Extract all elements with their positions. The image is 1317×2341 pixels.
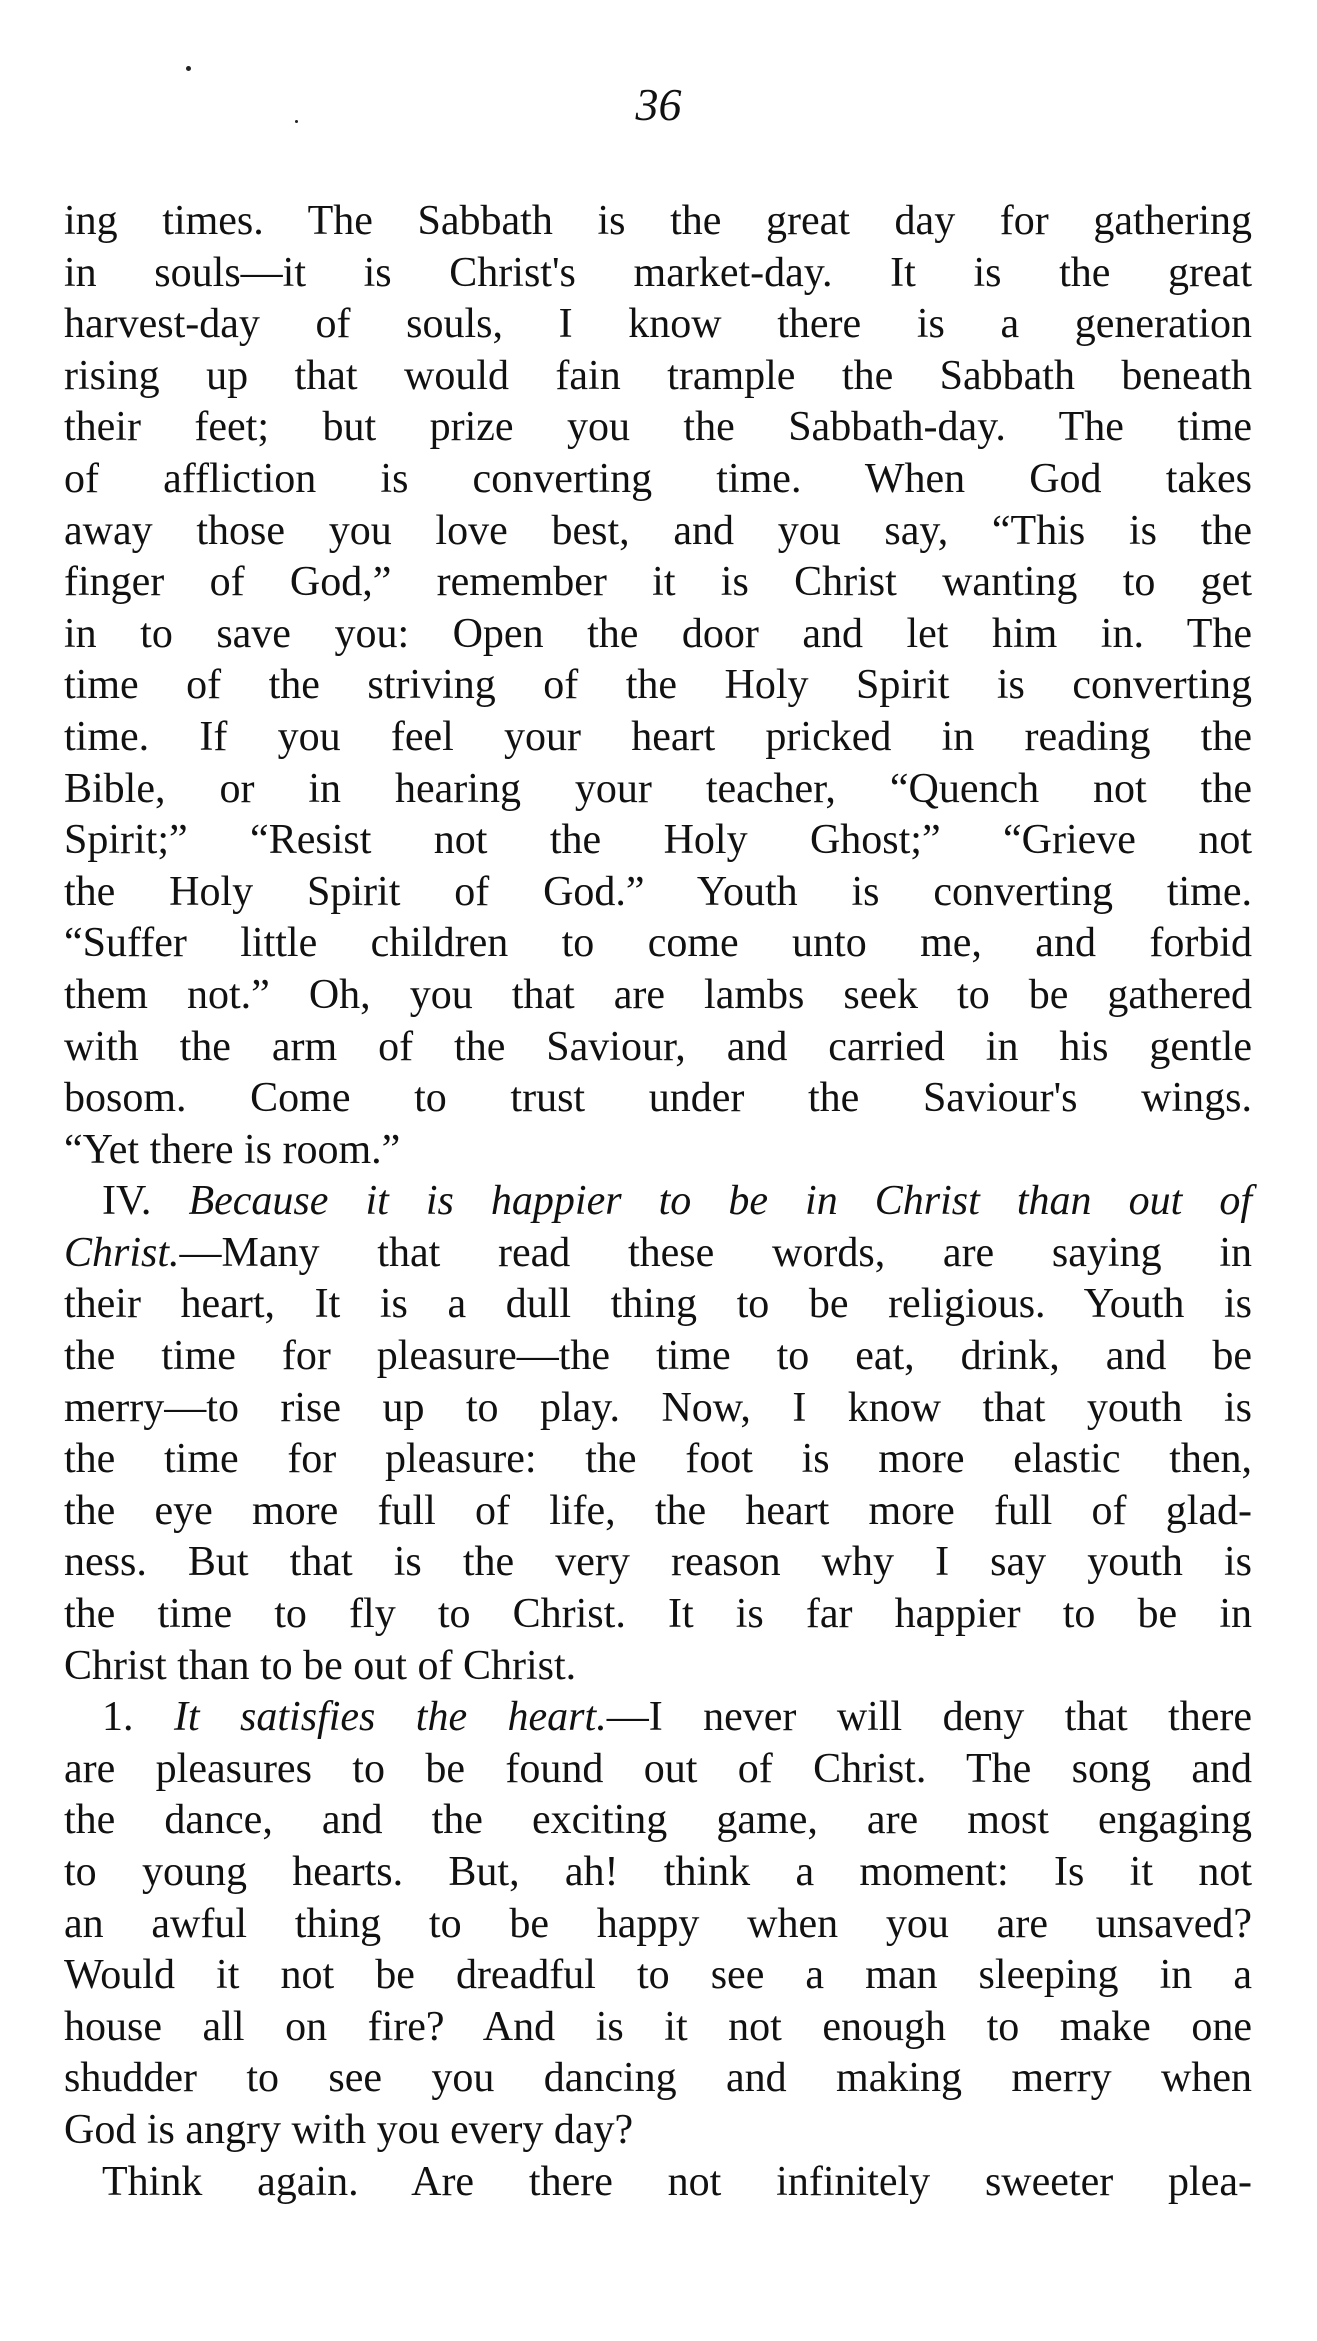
text-run: 1.	[102, 1694, 174, 1741]
italic-heading-run: Because it is happier to be in Christ than out of	[188, 1178, 1252, 1225]
text-line: the eye more full of life, the heart more full of glad-	[64, 1487, 1252, 1534]
text-line: time. If you feel your heart pricked in reading the	[64, 713, 1252, 760]
text-line: them not.” Oh, you that are lambs seek to be gathered	[64, 971, 1252, 1018]
text-line: their feet; but prize you the Sabbath-day. The time	[64, 404, 1252, 451]
text-run: —Many that read these words, are saying in	[179, 1229, 1252, 1276]
text-line: finger of God,” remember it is Christ wanting to get	[64, 559, 1252, 606]
text-line: God is angry with you every day?	[64, 2106, 634, 2153]
text-line: “Yet there is room.”	[64, 1126, 401, 1173]
text-line: Think again. Are there not infinitely sweeter plea-	[102, 2158, 1252, 2205]
text-line: in souls—it is Christ's market-day. It is the great	[64, 249, 1252, 296]
text-line: with the arm of the Saviour, and carried in his gentle	[64, 1023, 1252, 1070]
text-line: Would it not be dreadful to see a man sleeping in a	[64, 1952, 1252, 1999]
text-line: in to save you: Open the door and let him in. The	[64, 610, 1252, 657]
page-number-text: 36	[635, 79, 682, 130]
text-line: their heart, It is a dull thing to be religious. Youth is	[64, 1281, 1252, 1328]
text-line: to young hearts. But, ah! think a moment: Is it not	[64, 1849, 1252, 1895]
text-line: the dance, and the exciting game, are most engaging	[64, 1797, 1252, 1844]
text-line: rising up that would fain trample the Sabbath beneath	[64, 352, 1252, 399]
body-text	[64, 196, 1252, 2208]
text-line: harvest-day of souls, I know there is a generation	[64, 301, 1252, 348]
text-line: are pleasures to be found out of Christ. The song and	[64, 1745, 1252, 1792]
page-number	[0, 79, 1317, 130]
text-line: merry—to rise up to play. Now, I know that youth is	[64, 1384, 1252, 1431]
text-line: the time for pleasure: the foot is more elastic then,	[64, 1436, 1252, 1483]
text-line: Bible, or in hearing your teacher, “Quench not the	[64, 765, 1252, 812]
text-line: of affliction is converting time. When God takes	[64, 455, 1252, 502]
text-line	[64, 1228, 1252, 1280]
text-line	[64, 1692, 1252, 1744]
text-line: house all on fire? And is it not enough to make one	[64, 2003, 1252, 2050]
text-line: shudder to see you dancing and making merry when	[64, 2055, 1252, 2102]
text-line: “Suffer little children to come unto me, and forbid	[64, 920, 1252, 967]
text-line: time of the striving of the Holy Spirit is converting	[64, 662, 1252, 709]
text-line	[64, 1176, 1252, 1228]
text-line: the time to fly to Christ. It is far happier to be in	[64, 1591, 1252, 1638]
text-line: ness. But that is the very reason why I say youth is	[64, 1539, 1252, 1586]
italic-heading-run: It satisfies the heart.	[173, 1694, 607, 1741]
text-line: ing times. The Sabbath is the great day for gathering	[64, 198, 1252, 244]
text-line: the Holy Spirit of God.” Youth is converting time.	[64, 868, 1252, 915]
text-line: bosom. Come to trust under the Saviour's wings.	[64, 1075, 1252, 1122]
text-line: Spirit;” “Resist not the Holy Ghost;” “Grieve not	[64, 817, 1252, 864]
speck-mark	[295, 120, 298, 123]
text-line: an awful thing to be happy when you are unsaved?	[64, 1900, 1252, 1947]
text-run: IV.	[102, 1178, 189, 1225]
italic-heading-run: Christ.	[64, 1229, 180, 1276]
speck-mark	[186, 66, 191, 71]
text-run: —I never will deny that there	[606, 1694, 1253, 1741]
text-line: the time for pleasure—the time to eat, drink, and be	[64, 1333, 1252, 1380]
text-line: away those you love best, and you say, “This is the	[64, 507, 1252, 554]
text-line: Christ than to be out of Christ.	[64, 1642, 577, 1689]
